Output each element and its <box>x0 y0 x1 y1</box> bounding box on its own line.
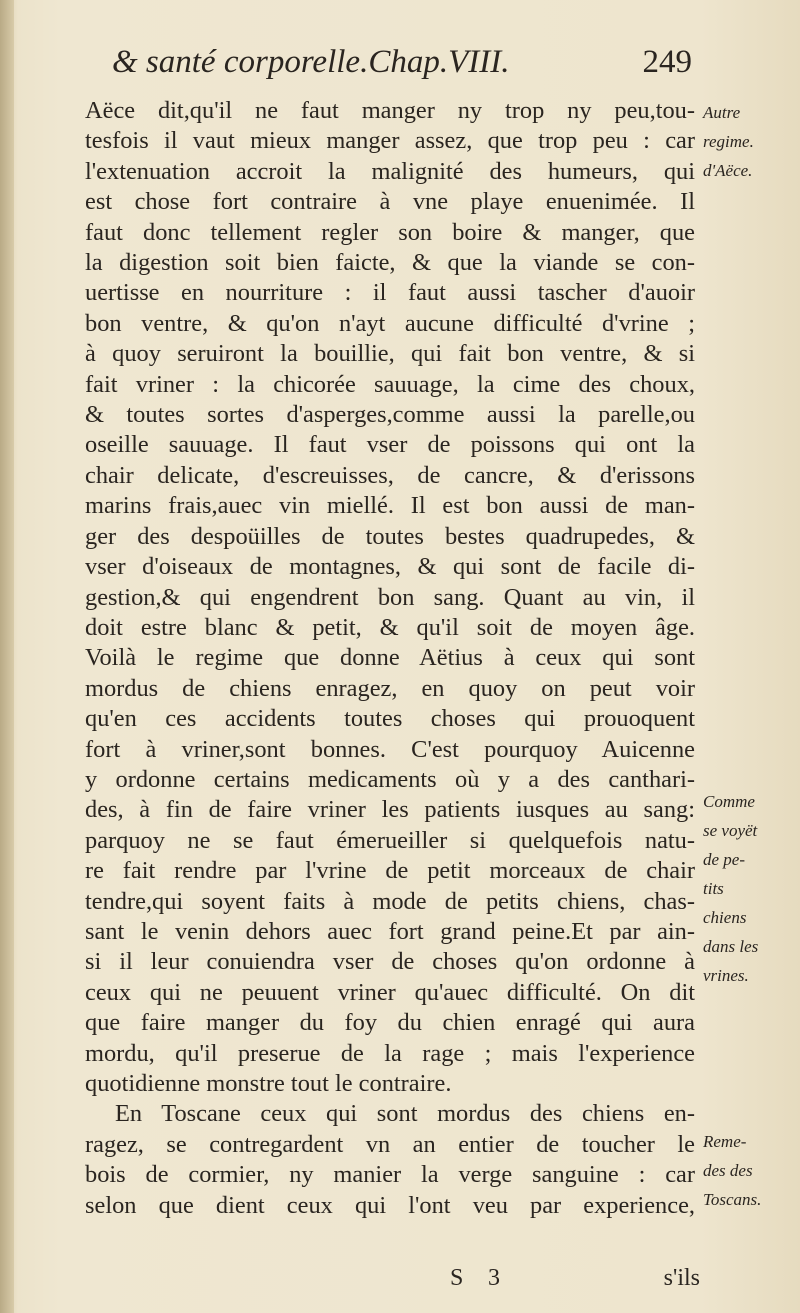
text-line: l'extenuation accroit la malignité des humeurs, qui <box>85 157 695 185</box>
margin-note-line: regime. <box>703 132 754 151</box>
margin-note-line: vrines. <box>703 966 749 985</box>
margin-note-line: Reme- <box>703 1132 747 1151</box>
margin-note-line: tits <box>703 879 724 898</box>
margin-note-line: Autre <box>703 103 741 122</box>
text-line: ger des despoüilles de toutes bestes quadrupedes, & <box>85 522 695 550</box>
text-line: mordu, qu'il preserue de la rage ; mais l'experience <box>85 1039 695 1067</box>
text-line: quotidienne monstre tout le contraire. <box>85 1070 452 1097</box>
text-line: marins frais,auec vin miellé. Il est bon aussi de man- <box>85 492 695 520</box>
margin-note-line: d'Aëce. <box>703 161 753 180</box>
text-line: qu'en ces accidents toutes choses qui prouoquent <box>85 705 695 733</box>
text-line: parquoy ne se faut émerueiller si quelquefois natu- <box>85 826 695 854</box>
text-line: oseille sauuage. Il faut vser de poissons qui ont la <box>85 431 695 459</box>
text-line: que faire manger du foy du chien enragé qui aura <box>85 1009 695 1037</box>
text-line: la digestion soit bien faicte, & que la viande se con- <box>85 249 695 277</box>
text-line: fait vriner : la chicorée sauuage, la cime des choux, <box>85 370 695 398</box>
margin-note-line: des des <box>703 1161 753 1180</box>
text-line: Voilà le regime que donne Aëtius à ceux qui sont <box>85 644 695 672</box>
margin-note-line: Toscans. <box>703 1190 762 1209</box>
catchword: s'ils <box>663 1265 700 1291</box>
text-line: sant le venin dehors auec fort grand peine.Et par ain- <box>85 917 695 945</box>
signature-line <box>450 1265 700 1297</box>
margin-note-line: de pe- <box>703 850 746 869</box>
text-line: tesfois il vaut mieux manger assez, que trop peu : car <box>85 127 695 155</box>
text-line: à quoy seruiront la bouillie, qui fait bon ventre, & si <box>85 340 695 368</box>
running-header <box>112 44 692 94</box>
text-line: bois de cormier, ny manier la verge sanguine : car <box>85 1161 695 1189</box>
text-line: selon que dient ceux qui l'ont veu par experience, <box>85 1191 695 1219</box>
text-line: En Toscane ceux qui sont mordus des chiens en- <box>115 1100 695 1128</box>
page-gutter <box>0 0 14 1313</box>
text-line: si il leur conuiendra vser de choses qu'on ordonne à <box>85 948 695 976</box>
body-text <box>85 96 695 1221</box>
margin-note-petits-chiens <box>703 787 798 990</box>
text-line: uertisse en nourriture : il faut aussi tascher d'auoir <box>85 279 695 307</box>
text-line: y ordonne certains medicaments où y a des canthari- <box>85 765 695 793</box>
running-title: & santé corporelle.Chap.VIII. <box>112 44 510 80</box>
signature-number: 3 <box>488 1265 500 1291</box>
text-line: mordus de chiens enragez, en quoy on peut voir <box>85 674 695 702</box>
text-line: faut donc tellement regler son boire & manger, que <box>85 218 695 246</box>
margin-note-line: dans les <box>703 937 759 956</box>
text-line: Aëce dit,qu'il ne faut manger ny trop ny peu,tou- <box>85 97 695 124</box>
text-line: gestion,& qui engendrent bon sang. Quant au vin, il <box>85 583 695 611</box>
text-line: & toutes sortes d'asperges,comme aussi la parelle,ou <box>85 401 695 429</box>
text-line: tendre,qui soyent faits à mode de petits chiens, chas- <box>85 887 695 915</box>
text-line: des, à fin de faire vriner les patients iusques au sang: <box>85 796 695 824</box>
page-number: 249 <box>642 44 692 80</box>
text-line: vser d'oiseaux de montagnes, & qui sont de facile di- <box>85 553 695 581</box>
margin-note-line: Comme <box>703 792 755 811</box>
margin-note-line: chiens <box>703 908 747 927</box>
text-line: ceux qui ne peuuent vriner qu'auec difficulté. On dit <box>85 978 695 1006</box>
signature-mark: S <box>450 1265 464 1291</box>
margin-note-remedes-toscans <box>703 1127 798 1214</box>
text-line: chair delicate, d'escreuisses, de cancre, & d'erissons <box>85 461 695 489</box>
text-line: est chose fort contraire à vne playe enuenimée. Il <box>85 188 695 216</box>
text-line: doit estre blanc & petit, & qu'il soit de moyen âge. <box>85 613 695 641</box>
text-line: fort à vriner,sont bonnes. C'est pourquoy Auicenne <box>85 735 695 763</box>
text-line: bon ventre, & qu'on n'ayt aucune difficulté d'vrine ; <box>85 309 695 337</box>
margin-note-autre-regime <box>703 98 798 185</box>
margin-note-line: se voyët <box>703 821 758 840</box>
text-line: ragez, se contregardent vn an entier de toucher le <box>85 1130 695 1158</box>
text-line: re fait rendre par l'vrine de petit morceaux de chair <box>85 857 695 885</box>
